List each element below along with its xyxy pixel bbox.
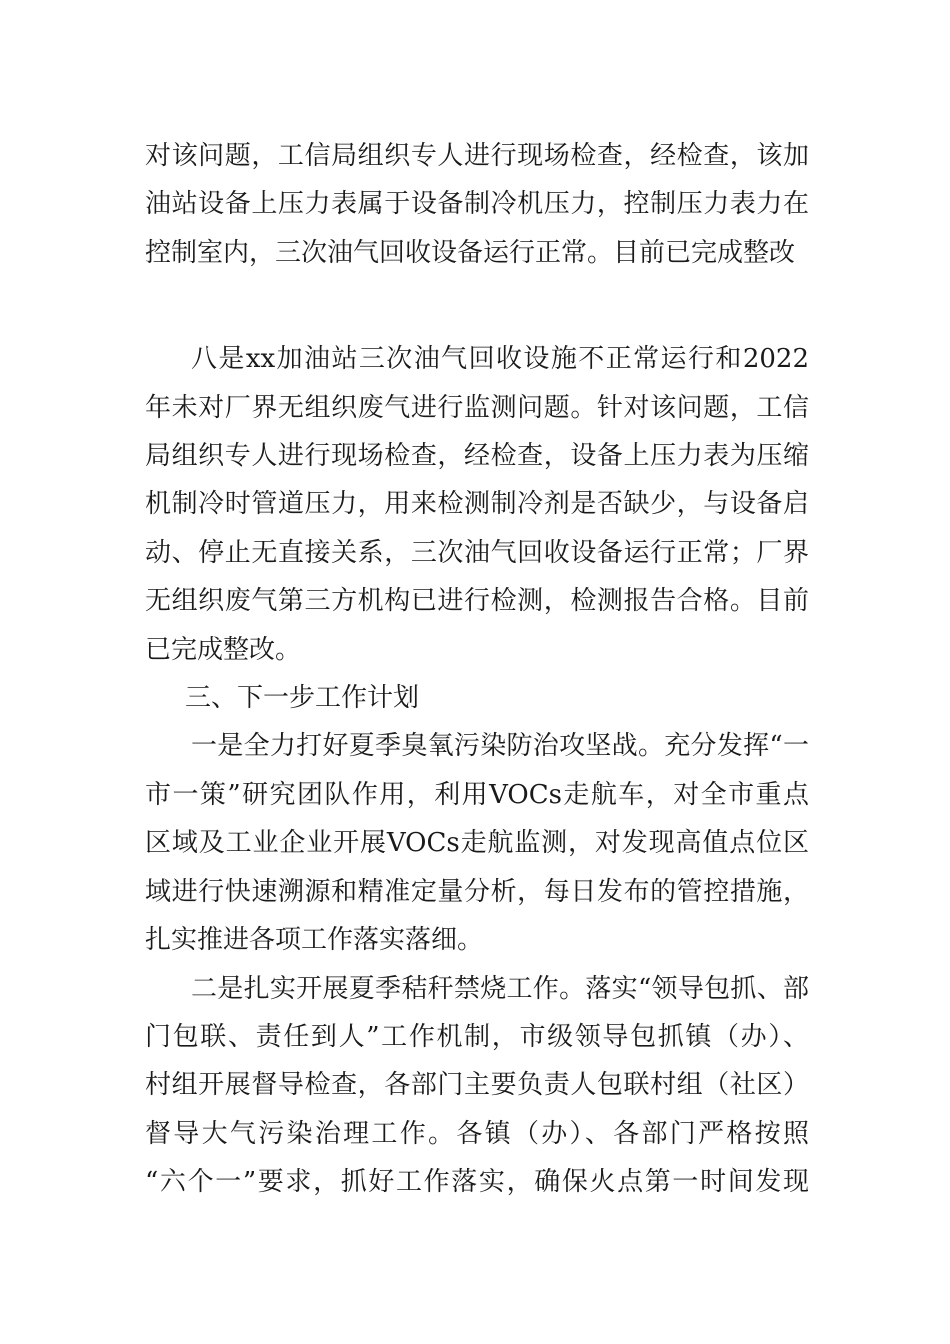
text-line: 市一策”研究团队作用，利用VOCs走航车，对全市重点 <box>145 779 809 810</box>
text-line: 八是xx加油站三次油气回收设施不正常运行和2022 <box>191 344 809 375</box>
text-line: 对该问题，工信局组织专人进行现场检查，经检查，该加 <box>145 141 809 171</box>
text-line: 控制室内，三次油气回收设备运行正常。目前已完成整改 <box>145 237 796 268</box>
text-line: 门包联、责任到人”工作机制，市级领导包抓镇（办）、 <box>145 1021 809 1052</box>
paragraph-item-eight <box>145 335 809 674</box>
text-line: 域进行快速溯源和精准定量分析，每日发布的管控措施， <box>145 876 809 907</box>
section-heading <box>145 674 809 722</box>
heading-text: 三、下一步工作计划 <box>185 683 420 714</box>
text-line: 已完成整改。 <box>145 634 302 665</box>
text-line: 无组织废气第三方机构已进行检测，检测报告合格。目前 <box>145 586 809 617</box>
text-line: 局组织专人进行现场检查，经检查，设备上压力表为压缩 <box>145 441 809 472</box>
text-line: 一是全力打好夏季臭氧污染防治攻坚战。充分发挥“一 <box>191 731 809 762</box>
document-body <box>145 132 809 1207</box>
text-line: “六个一”要求，抓好工作落实，确保火点第一时间发现 <box>145 1167 809 1198</box>
text-line: 动、停止无直接关系，三次油气回收设备运行正常；厂界 <box>145 537 809 568</box>
text-line: 年未对厂界无组织废气进行监测问题。针对该问题，工信 <box>145 392 809 423</box>
paragraph-plan-two <box>145 965 809 1207</box>
text-line: 村组开展督导检查，各部门主要负责人包联村组（社区） <box>145 1070 809 1101</box>
paragraph-continuation <box>145 132 809 277</box>
text-line: 区域及工业企业开展VOCs走航监测，对发现高值点位区 <box>145 828 809 859</box>
text-line: 督导大气污染治理工作。各镇（办）、各部门严格按照 <box>145 1118 809 1149</box>
text-line: 扎实推进各项工作落实落细。 <box>145 925 484 956</box>
paragraph-gap <box>145 277 809 335</box>
text-line: 机制冷时管道压力，用来检测制冷剂是否缺少，与设备启 <box>145 489 809 520</box>
text-line: 二是扎实开展夏季秸秆禁烧工作。落实“领导包抓、部 <box>191 973 809 1004</box>
text-line: 油站设备上压力表属于设备制冷机压力，控制压力表力在 <box>145 189 809 220</box>
paragraph-plan-one <box>145 722 809 964</box>
